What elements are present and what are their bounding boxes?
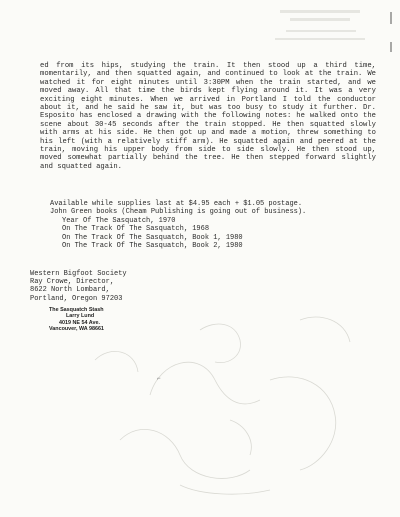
society-address: [30, 270, 230, 303]
margin-mark: [388, 10, 394, 54]
address-line: Western Bigfoot Society: [30, 270, 127, 278]
small-mark-icon: ⌐: [157, 376, 161, 382]
offer-publisher-line: John Green books (Cheam Publishing is going out of business).: [50, 208, 307, 217]
stamp-line: 4019 NE 54 Ave.: [59, 319, 100, 326]
stamp-line: The Sasquatch Stash: [49, 307, 104, 313]
address-stamp: [49, 307, 169, 332]
book-title: On The Track Of The Sasquatch, 1968: [62, 225, 210, 234]
address-line: 8622 North Lombard,: [30, 286, 110, 295]
book-title: On The Track Of The Sasquatch, Book 1, 1980: [62, 233, 243, 242]
book-offer: [50, 200, 370, 250]
stamp-line: Larry Lund: [66, 313, 95, 320]
account-paragraph: ed from its hips, studying the train. It then stood up a third time, momentarily, and then squatted again, and continued to look at the train. We watched it for eight minutes until 3:30PM when the train started, and we moved away. All that time the birds kept flying around it. It was a very exciting eight minutes. When we arrived in Portland I told the conductor about it, and he said he saw it, but was too busy to study it further. Dr. Esposito has enclosed a drawing with the following notes: he walked onto the scene about 30-45 seconds after the train stopped. He then squatted slowly with arms at his side. He then got up and made a motion, threw something to his left (with a relatively stiff arm). He squatted again and peered at the train, moving his upper body from side to side slowly. He then stood up, moved somewhat partially behind the tree. He then stepped forward slightly and squatted again.: [40, 62, 381, 171]
offer-price-line: Available while supplies last at $4.95 each + $1.05 postage.: [50, 200, 303, 208]
book-title: On The Track Of The Sasquatch, Book 2, 1980: [62, 242, 243, 251]
stamp-line: Vancouver, WA 98661: [49, 325, 104, 332]
address-line: Portland, Oregon 97203: [30, 294, 123, 303]
book-title: Year Of The Sasquatch, 1970: [62, 216, 176, 225]
address-line: Ray Crowe, Director,: [30, 278, 115, 287]
